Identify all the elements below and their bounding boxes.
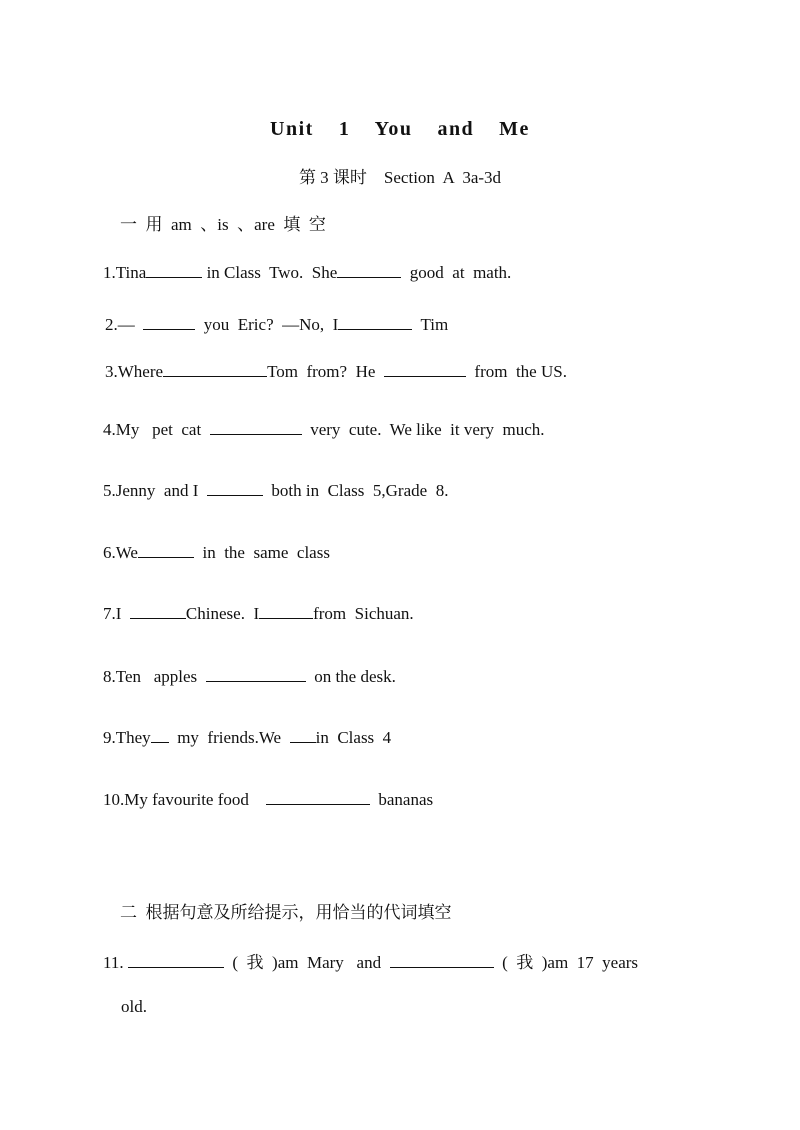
answer-blank[interactable] (390, 952, 494, 968)
question-7: 7.I Chinese. I from Sichuan. (103, 604, 414, 623)
section2-heading: 二 根据句意及所给提示，用恰当的代词填空 (120, 903, 452, 922)
answer-blank[interactable] (143, 314, 195, 330)
question-10: 10.My favourite food bananas (103, 790, 434, 809)
answer-blank[interactable] (206, 666, 306, 682)
answer-blank[interactable] (207, 480, 263, 496)
question-11-continuation: old. (121, 997, 147, 1016)
answer-blank[interactable] (210, 419, 302, 435)
question-5: 5.Jenny and I both in Class 5,Grade 8. (103, 481, 449, 500)
answer-blank[interactable] (266, 789, 370, 805)
answer-blank[interactable] (163, 361, 267, 377)
answer-blank[interactable] (290, 727, 316, 743)
question-1: 1.Tina in Class Two. She good at math. (103, 263, 512, 282)
question-9: 9.They my friends.We in Class 4 (103, 728, 392, 747)
question-11: 11. ( 我 )am Mary and ( 我 )am 17 years (103, 953, 639, 972)
section1-heading: 一 用 am 、is 、are 填 空 (120, 215, 326, 234)
answer-blank[interactable] (130, 603, 186, 619)
answer-blank[interactable] (128, 952, 224, 968)
lesson-subtitle: 第 3 课时 Section A 3a-3d (298, 168, 502, 187)
answer-blank[interactable] (384, 361, 466, 377)
question-2: 2.— you Eric? —No, I Tim (105, 315, 449, 334)
page-title: Unit 1 You and Me (270, 118, 530, 140)
question-3: 3.Where Tom from? He from the US. (105, 362, 567, 381)
answer-blank[interactable] (259, 603, 313, 619)
answer-blank[interactable] (337, 262, 401, 278)
answer-blank[interactable] (338, 314, 412, 330)
question-4: 4.My pet cat very cute. We like it very much. (103, 420, 545, 439)
answer-blank[interactable] (146, 262, 202, 278)
question-6: 6.We in the same class (103, 543, 330, 562)
question-8: 8.Ten apples on the desk. (103, 667, 396, 686)
answer-blank[interactable] (151, 727, 169, 743)
answer-blank[interactable] (138, 542, 194, 558)
